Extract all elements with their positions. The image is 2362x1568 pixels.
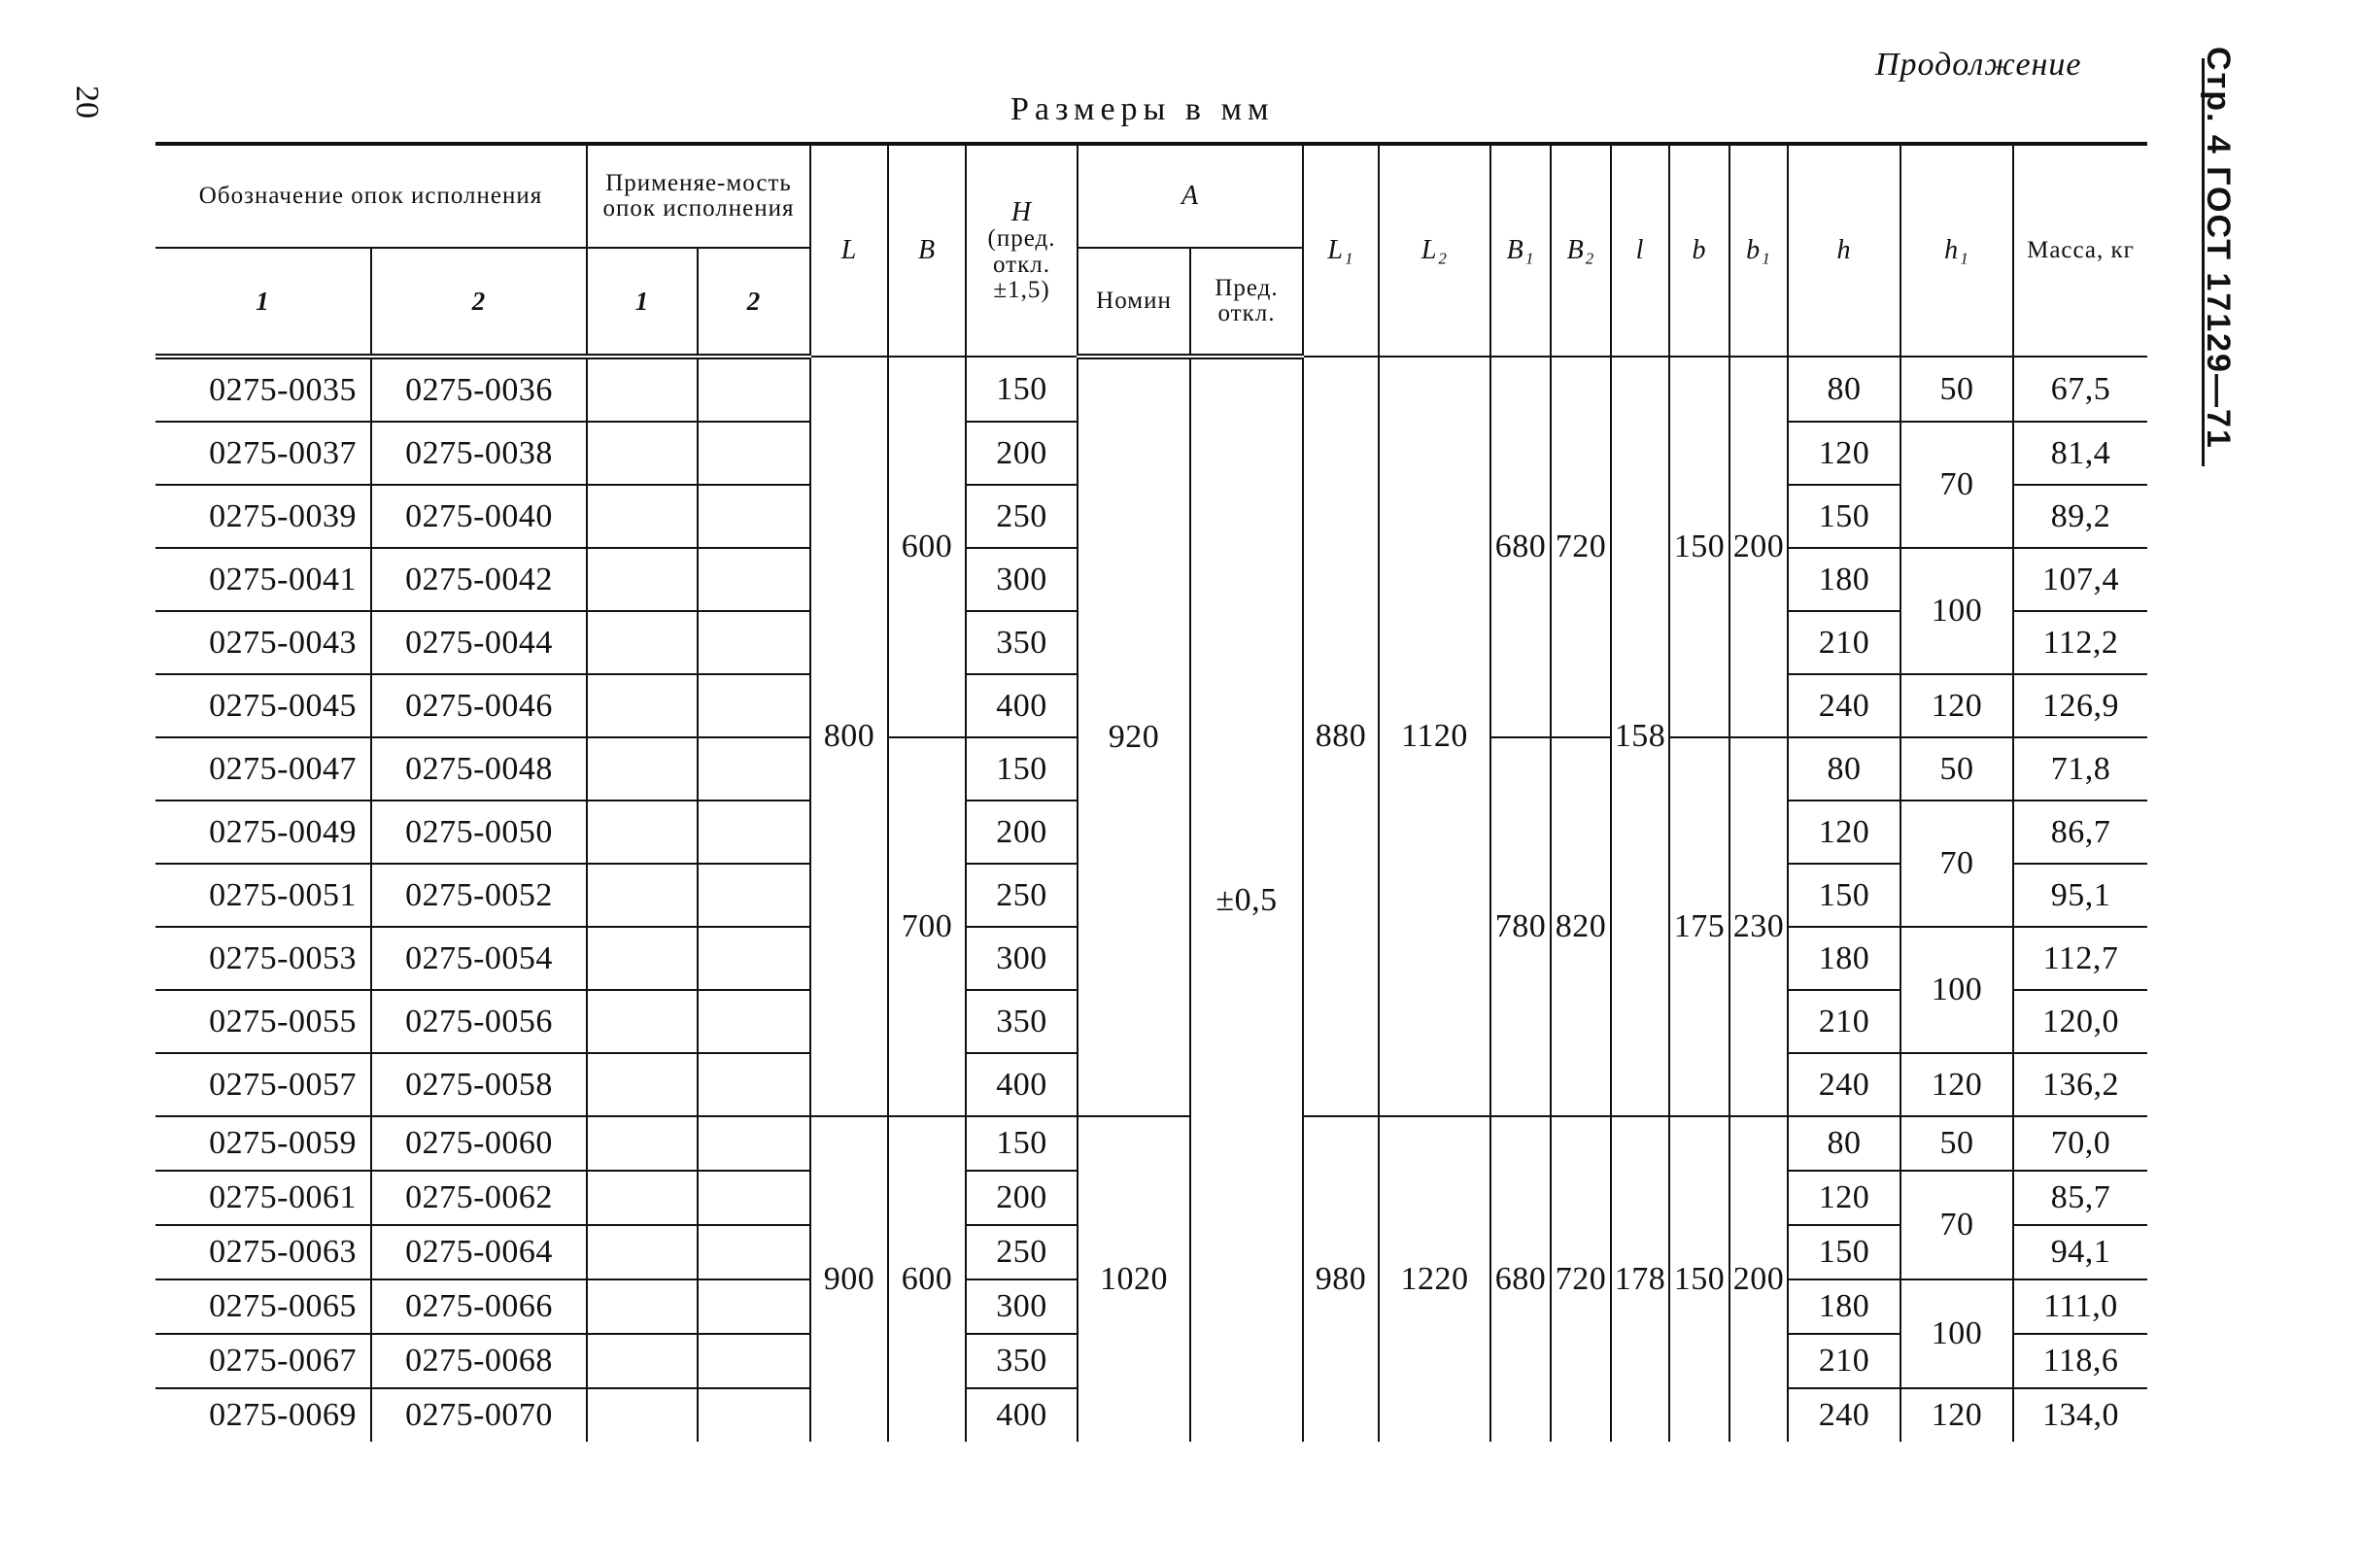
applicability-exec2-cell bbox=[698, 1388, 810, 1442]
height-H: 300 bbox=[966, 927, 1078, 990]
applicability-exec1-cell bbox=[587, 1171, 698, 1225]
code-exec2: 0275-0050 bbox=[371, 801, 587, 864]
code-exec1: 0275-0057 bbox=[155, 1053, 371, 1116]
applicability-exec1-cell bbox=[587, 990, 698, 1053]
code-exec2: 0275-0038 bbox=[371, 422, 587, 485]
height-h: 180 bbox=[1788, 1279, 1900, 1334]
col-B1-header: B₁ bbox=[1490, 144, 1551, 357]
mass-value: 81,4 bbox=[2013, 422, 2147, 485]
designation-exec1-header: 1 bbox=[155, 248, 371, 357]
mass-value: 89,2 bbox=[2013, 485, 2147, 548]
applicability-exec2-cell bbox=[698, 674, 810, 737]
col-l-header: l bbox=[1611, 144, 1669, 357]
mass-value: 112,7 bbox=[2013, 927, 2147, 990]
applicability-exec2-cell bbox=[698, 737, 810, 801]
height-h: 240 bbox=[1788, 1388, 1900, 1442]
height-H: 150 bbox=[966, 357, 1078, 422]
code-exec1: 0275-0065 bbox=[155, 1279, 371, 1334]
code-exec1: 0275-0045 bbox=[155, 674, 371, 737]
code-exec2: 0275-0036 bbox=[371, 357, 587, 422]
group1-B1-a: 680 bbox=[1490, 357, 1551, 737]
code-exec2: 0275-0040 bbox=[371, 485, 587, 548]
applicability-exec2-cell bbox=[698, 485, 810, 548]
standard-title: Стр. 4 ГОСТ 17129—71 bbox=[2200, 47, 2237, 450]
applicability-exec2-cell bbox=[698, 990, 810, 1053]
group2-B2: 720 bbox=[1551, 1116, 1611, 1442]
mass-value: 85,7 bbox=[2013, 1171, 2147, 1225]
group1-B-a: 600 bbox=[888, 357, 966, 737]
height-h1: 70 bbox=[1900, 422, 2013, 548]
height-h: 120 bbox=[1788, 801, 1900, 864]
code-exec1: 0275-0055 bbox=[155, 990, 371, 1053]
height-h1: 120 bbox=[1900, 1388, 2013, 1442]
code-exec1: 0275-0049 bbox=[155, 801, 371, 864]
group1-l: 158 bbox=[1611, 357, 1669, 1116]
height-h: 210 bbox=[1788, 1334, 1900, 1388]
code-exec1: 0275-0039 bbox=[155, 485, 371, 548]
code-exec1: 0275-0063 bbox=[155, 1225, 371, 1279]
group2-b1: 200 bbox=[1729, 1116, 1788, 1442]
code-exec2: 0275-0066 bbox=[371, 1279, 587, 1334]
col-H-tolerance: ±1,5) bbox=[993, 276, 1050, 303]
height-h1: 70 bbox=[1900, 1171, 2013, 1279]
height-H: 350 bbox=[966, 611, 1078, 674]
mass-value: 136,2 bbox=[2013, 1053, 2147, 1116]
code-exec1: 0275-0061 bbox=[155, 1171, 371, 1225]
code-exec2: 0275-0048 bbox=[371, 737, 587, 801]
applicability-exec1-cell bbox=[587, 1225, 698, 1279]
applicability-exec2-cell bbox=[698, 1171, 810, 1225]
height-h: 210 bbox=[1788, 990, 1900, 1053]
code-exec1: 0275-0043 bbox=[155, 611, 371, 674]
applicability-exec1-cell bbox=[587, 1116, 698, 1171]
height-h: 180 bbox=[1788, 548, 1900, 611]
col-B2-header: B₂ bbox=[1551, 144, 1611, 357]
height-h1: 50 bbox=[1900, 1116, 2013, 1171]
height-h: 80 bbox=[1788, 357, 1900, 422]
col-A-deviation-header: Пред. откл. bbox=[1190, 248, 1303, 357]
col-H-symbol: H bbox=[1010, 196, 1033, 227]
applicability-exec2-cell bbox=[698, 548, 810, 611]
applicability-exec1-cell bbox=[587, 611, 698, 674]
applicability-exec1-cell bbox=[587, 1279, 698, 1334]
page-number: 20 bbox=[69, 85, 105, 119]
applicability-exec1-header: 1 bbox=[587, 248, 698, 357]
applicability-exec1-cell bbox=[587, 422, 698, 485]
height-h: 80 bbox=[1788, 1116, 1900, 1171]
code-exec1: 0275-0041 bbox=[155, 548, 371, 611]
applicability-exec2-cell bbox=[698, 422, 810, 485]
group1-B-b: 700 bbox=[888, 737, 966, 1116]
applicability-exec1-cell bbox=[587, 737, 698, 801]
applicability-exec2-cell bbox=[698, 801, 810, 864]
col-L2-header: L₂ bbox=[1379, 144, 1490, 357]
applicability-exec2-cell bbox=[698, 864, 810, 927]
mass-value: 118,6 bbox=[2013, 1334, 2147, 1388]
group2-B: 600 bbox=[888, 1116, 966, 1442]
group1-L1: 880 bbox=[1303, 357, 1379, 1116]
col-h-header: h bbox=[1788, 144, 1900, 357]
applicability-exec1-cell bbox=[587, 927, 698, 990]
mass-value: 94,1 bbox=[2013, 1225, 2147, 1279]
applicability-exec2-cell bbox=[698, 1279, 810, 1334]
col-b1-header: b₁ bbox=[1729, 144, 1788, 357]
height-h: 150 bbox=[1788, 485, 1900, 548]
height-H: 250 bbox=[966, 485, 1078, 548]
group1-L2: 1120 bbox=[1379, 357, 1490, 1116]
group1-A-nominal: 920 bbox=[1078, 357, 1190, 1116]
code-exec2: 0275-0052 bbox=[371, 864, 587, 927]
code-exec2: 0275-0060 bbox=[371, 1116, 587, 1171]
applicability-exec1-cell bbox=[587, 357, 698, 422]
group1-b-a: 150 bbox=[1669, 357, 1729, 737]
code-exec1: 0275-0067 bbox=[155, 1334, 371, 1388]
group2-L1: 980 bbox=[1303, 1116, 1379, 1442]
mass-value: 71,8 bbox=[2013, 737, 2147, 801]
height-h1: 100 bbox=[1900, 1279, 2013, 1388]
height-h: 240 bbox=[1788, 1053, 1900, 1116]
col-h1-header: h₁ bbox=[1900, 144, 2013, 357]
group1-L: 800 bbox=[810, 357, 888, 1116]
height-H: 300 bbox=[966, 1279, 1078, 1334]
col-A-header: A bbox=[1078, 144, 1303, 248]
height-H: 350 bbox=[966, 1334, 1078, 1388]
group1-B2-a: 720 bbox=[1551, 357, 1611, 737]
col-mass-header: Масса, кг bbox=[2013, 144, 2147, 357]
mass-value: 95,1 bbox=[2013, 864, 2147, 927]
height-h: 120 bbox=[1788, 422, 1900, 485]
code-exec2: 0275-0056 bbox=[371, 990, 587, 1053]
height-H: 300 bbox=[966, 548, 1078, 611]
code-exec2: 0275-0068 bbox=[371, 1334, 587, 1388]
code-exec2: 0275-0044 bbox=[371, 611, 587, 674]
mass-value: 120,0 bbox=[2013, 990, 2147, 1053]
designation-exec2-header: 2 bbox=[371, 248, 587, 357]
height-h1: 50 bbox=[1900, 357, 2013, 422]
code-exec2: 0275-0046 bbox=[371, 674, 587, 737]
designation-header: Обозначение опок исполнения bbox=[155, 144, 587, 248]
height-h: 150 bbox=[1788, 864, 1900, 927]
height-h1: 100 bbox=[1900, 548, 2013, 674]
code-exec1: 0275-0035 bbox=[155, 357, 371, 422]
height-h: 240 bbox=[1788, 674, 1900, 737]
applicability-exec2-cell bbox=[698, 357, 810, 422]
height-h1: 120 bbox=[1900, 674, 2013, 737]
group2-B1: 680 bbox=[1490, 1116, 1551, 1442]
mass-value: 86,7 bbox=[2013, 801, 2147, 864]
applicability-exec2-cell bbox=[698, 1116, 810, 1171]
group2-l: 178 bbox=[1611, 1116, 1669, 1442]
applicability-exec1-cell bbox=[587, 801, 698, 864]
col-H-header bbox=[966, 144, 1078, 357]
height-H: 350 bbox=[966, 990, 1078, 1053]
code-exec2: 0275-0064 bbox=[371, 1225, 587, 1279]
applicability-exec1-cell bbox=[587, 1334, 698, 1388]
mass-value: 134,0 bbox=[2013, 1388, 2147, 1442]
height-h1: 100 bbox=[1900, 927, 2013, 1053]
applicability-exec1-cell bbox=[587, 674, 698, 737]
group1-b-b: 175 bbox=[1669, 737, 1729, 1116]
flask-dimensions-table bbox=[155, 142, 2147, 1442]
group2-A-nominal: 1020 bbox=[1078, 1116, 1190, 1442]
col-L1-header: L₁ bbox=[1303, 144, 1379, 357]
group1-B1-b: 780 bbox=[1490, 737, 1551, 1116]
col-H-note: (пред. откл. bbox=[987, 225, 1056, 278]
mass-value: 70,0 bbox=[2013, 1116, 2147, 1171]
code-exec1: 0275-0069 bbox=[155, 1388, 371, 1442]
height-H: 250 bbox=[966, 864, 1078, 927]
height-H: 400 bbox=[966, 1388, 1078, 1442]
continuation-label: Продолжение bbox=[1875, 47, 2082, 83]
height-h: 210 bbox=[1788, 611, 1900, 674]
group1-b1-a: 200 bbox=[1729, 357, 1788, 737]
mass-value: 67,5 bbox=[2013, 357, 2147, 422]
applicability-exec1-cell bbox=[587, 548, 698, 611]
applicability-exec1-cell bbox=[587, 485, 698, 548]
A-deviation: ±0,5 bbox=[1190, 357, 1303, 1442]
applicability-exec2-cell bbox=[698, 611, 810, 674]
code-exec2: 0275-0054 bbox=[371, 927, 587, 990]
applicability-exec2-cell bbox=[698, 1225, 810, 1279]
col-A-nominal-header: Номин bbox=[1078, 248, 1190, 357]
mass-value: 126,9 bbox=[2013, 674, 2147, 737]
applicability-exec2-header: 2 bbox=[698, 248, 810, 357]
col-b-header: b bbox=[1669, 144, 1729, 357]
group2-L2: 1220 bbox=[1379, 1116, 1490, 1442]
col-L-header: L bbox=[810, 144, 888, 357]
height-H: 250 bbox=[966, 1225, 1078, 1279]
mass-value: 107,4 bbox=[2013, 548, 2147, 611]
height-h1: 120 bbox=[1900, 1053, 2013, 1116]
applicability-header: Применяе-мость опок исполнения bbox=[587, 144, 810, 248]
height-h: 80 bbox=[1788, 737, 1900, 801]
applicability-exec1-cell bbox=[587, 864, 698, 927]
code-exec1: 0275-0037 bbox=[155, 422, 371, 485]
applicability-exec1-cell bbox=[587, 1388, 698, 1442]
height-H: 150 bbox=[966, 737, 1078, 801]
height-H: 200 bbox=[966, 422, 1078, 485]
code-exec2: 0275-0058 bbox=[371, 1053, 587, 1116]
code-exec2: 0275-0062 bbox=[371, 1171, 587, 1225]
units-caption: Размеры в мм bbox=[1010, 91, 1275, 127]
applicability-exec2-cell bbox=[698, 927, 810, 990]
applicability-exec1-cell bbox=[587, 1053, 698, 1116]
applicability-exec2-cell bbox=[698, 1053, 810, 1116]
group1-b1-b: 230 bbox=[1729, 737, 1788, 1116]
height-H: 150 bbox=[966, 1116, 1078, 1171]
group1-B2-b: 820 bbox=[1551, 737, 1611, 1116]
code-exec2: 0275-0042 bbox=[371, 548, 587, 611]
mass-value: 112,2 bbox=[2013, 611, 2147, 674]
height-h1: 50 bbox=[1900, 737, 2013, 801]
height-h: 120 bbox=[1788, 1171, 1900, 1225]
mass-value: 111,0 bbox=[2013, 1279, 2147, 1334]
height-h: 150 bbox=[1788, 1225, 1900, 1279]
height-H: 200 bbox=[966, 801, 1078, 864]
group2-L: 900 bbox=[810, 1116, 888, 1442]
height-h: 180 bbox=[1788, 927, 1900, 990]
code-exec2: 0275-0070 bbox=[371, 1388, 587, 1442]
group2-b: 150 bbox=[1669, 1116, 1729, 1442]
code-exec1: 0275-0051 bbox=[155, 864, 371, 927]
height-h1: 70 bbox=[1900, 801, 2013, 927]
height-H: 400 bbox=[966, 1053, 1078, 1116]
code-exec1: 0275-0053 bbox=[155, 927, 371, 990]
height-H: 400 bbox=[966, 674, 1078, 737]
code-exec1: 0275-0059 bbox=[155, 1116, 371, 1171]
code-exec1: 0275-0047 bbox=[155, 737, 371, 801]
height-H: 200 bbox=[966, 1171, 1078, 1225]
applicability-exec2-cell bbox=[698, 1334, 810, 1388]
col-B-header: B bbox=[888, 144, 966, 357]
